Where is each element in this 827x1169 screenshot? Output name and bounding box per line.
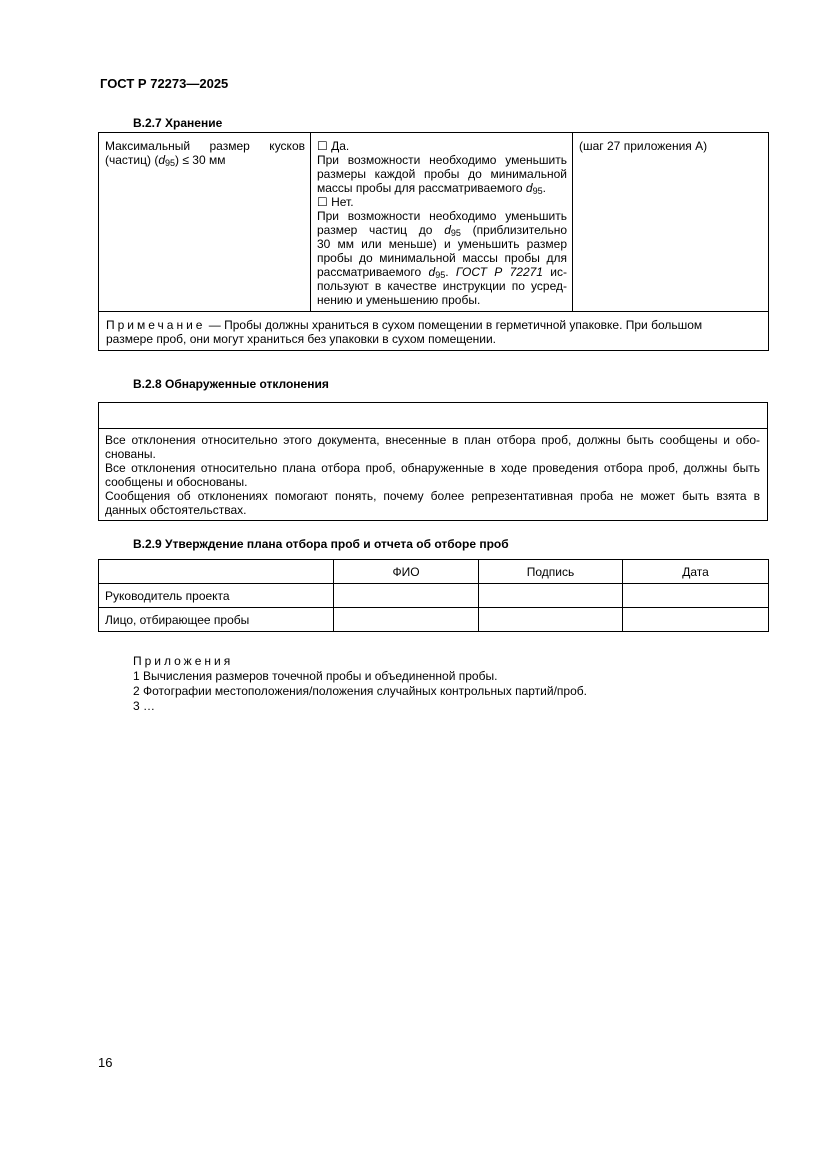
table-row bbox=[99, 584, 769, 608]
variable-d: d bbox=[428, 265, 436, 279]
name-input-cell[interactable] bbox=[334, 608, 479, 632]
note-line bbox=[106, 318, 761, 332]
table-row bbox=[99, 403, 768, 429]
text-fragment: ) ≤ 30 мм bbox=[175, 153, 226, 167]
variable-d: d bbox=[158, 153, 166, 167]
text-fragment: . bbox=[445, 265, 456, 279]
yes-text-line: При возможности необходимо уменьшить bbox=[317, 153, 567, 167]
yes-text-line: размеры каждой пробы до минимальной bbox=[317, 167, 567, 181]
date-input-cell[interactable] bbox=[623, 608, 769, 632]
page-number: 16 bbox=[98, 1055, 113, 1070]
options-cell bbox=[311, 133, 573, 312]
signature-input-cell[interactable] bbox=[479, 608, 623, 632]
yes-text-line bbox=[317, 181, 567, 195]
paragraph-line: Все отклонения относительно плана отбора проб, обнаруженные в ходе проведения отбора проб, должны быть bbox=[105, 461, 760, 475]
date-input-cell[interactable] bbox=[623, 584, 769, 608]
paragraph-line: снованы. bbox=[105, 447, 156, 461]
subscript: 95 bbox=[450, 228, 461, 238]
name-input-cell[interactable] bbox=[334, 584, 479, 608]
section-title-approval: В.2.9 Утверждение плана отбора проб и отчета об отборе проб bbox=[133, 537, 509, 551]
deviations-text-cell bbox=[99, 429, 768, 521]
text-fragment: . bbox=[542, 181, 546, 195]
paragraph-line: Сообщения об отклонениях помогают понять, почему более репрезентативная проба не может быть взята в bbox=[105, 489, 760, 503]
subscript: 95 bbox=[165, 158, 176, 168]
section-title-storage: В.2.7 Хранение bbox=[133, 116, 223, 130]
text-fragment: (частиц) ( bbox=[105, 153, 159, 167]
storage-table bbox=[98, 132, 769, 351]
note-label: Примечание bbox=[106, 318, 206, 332]
table-row bbox=[99, 429, 768, 521]
criterion-line: Максимальный размер кусков bbox=[105, 139, 305, 153]
column-header-signature: Подпись bbox=[479, 560, 623, 584]
table-header-row bbox=[99, 560, 769, 584]
note-row bbox=[99, 312, 769, 351]
text-fragment: ис- bbox=[542, 265, 568, 279]
no-text-line: 30 мм или меньше) и уменьшить размер bbox=[317, 237, 567, 251]
criterion-cell bbox=[99, 133, 311, 312]
note-cell bbox=[99, 312, 769, 351]
column-header-name: ФИО bbox=[334, 560, 479, 584]
criterion-line bbox=[105, 153, 305, 167]
paragraph-line: Все отклонения относительно этого документа, внесенные в план отбора проб, должны быть сообщены и обо- bbox=[105, 433, 760, 447]
appendix-item: 2 Фотографии местоположения/положения случайных контрольных партий/проб. bbox=[133, 684, 587, 698]
no-text-line bbox=[317, 265, 567, 279]
appendix-item: 3 … bbox=[133, 699, 156, 713]
column-header-date: Дата bbox=[623, 560, 769, 584]
no-text-line: нению и уменьшению пробы. bbox=[317, 293, 481, 307]
table-row bbox=[99, 133, 769, 312]
reference-cell: (шаг 27 приложения А) bbox=[573, 133, 769, 312]
appendix-item: 1 Вычисления размеров точечной пробы и объединенной пробы. bbox=[133, 669, 498, 683]
subscript: 95 bbox=[435, 270, 446, 280]
role-cell: Лицо, отбирающее пробы bbox=[99, 608, 334, 632]
standard-reference: ГОСТ Р 72271 bbox=[455, 265, 543, 279]
no-text-line: пользуют в качестве инструкции по усред- bbox=[317, 279, 567, 293]
signature-input-cell[interactable] bbox=[479, 584, 623, 608]
no-text-line: При возможности необходимо уменьшить bbox=[317, 209, 567, 223]
text-fragment: рассматриваемого bbox=[317, 265, 429, 279]
subscript: 95 bbox=[532, 186, 543, 196]
section-title-deviations: В.2.8 Обнаруженные отклонения bbox=[133, 377, 329, 391]
approval-table bbox=[98, 559, 769, 632]
note-line: размере проб, они могут храниться без упаковки в сухом помещении. bbox=[106, 332, 497, 346]
variable-d: d bbox=[525, 181, 533, 195]
appendices-list bbox=[133, 654, 587, 714]
paragraph-line: сообщены и обоснованы. bbox=[105, 475, 248, 489]
role-cell: Руководитель проекта bbox=[99, 584, 334, 608]
document-header: ГОСТ Р 72273—2025 bbox=[100, 76, 229, 91]
deviations-table bbox=[98, 402, 768, 521]
variable-d: d bbox=[444, 223, 451, 237]
appendices-title: Приложения bbox=[133, 654, 234, 668]
text-fragment: массы пробы для рассматриваемого bbox=[317, 181, 526, 195]
option-yes-checkbox[interactable]: ☐ Да. bbox=[317, 139, 350, 153]
text-fragment: размер частиц до bbox=[317, 223, 445, 237]
no-text-line bbox=[317, 223, 567, 237]
note-text: — Пробы должны храниться в сухом помещении в герметичной упаковке. При большом bbox=[205, 318, 703, 332]
table-row bbox=[99, 608, 769, 632]
no-text-line: пробы до минимальной массы пробы для bbox=[317, 251, 567, 265]
paragraph-line: данных обстоятельствах. bbox=[105, 503, 247, 517]
deviations-input-cell[interactable] bbox=[99, 403, 768, 429]
column-header-empty bbox=[99, 560, 334, 584]
option-no-checkbox[interactable]: ☐ Нет. bbox=[317, 195, 354, 209]
text-fragment: (приблизительно bbox=[460, 223, 567, 237]
